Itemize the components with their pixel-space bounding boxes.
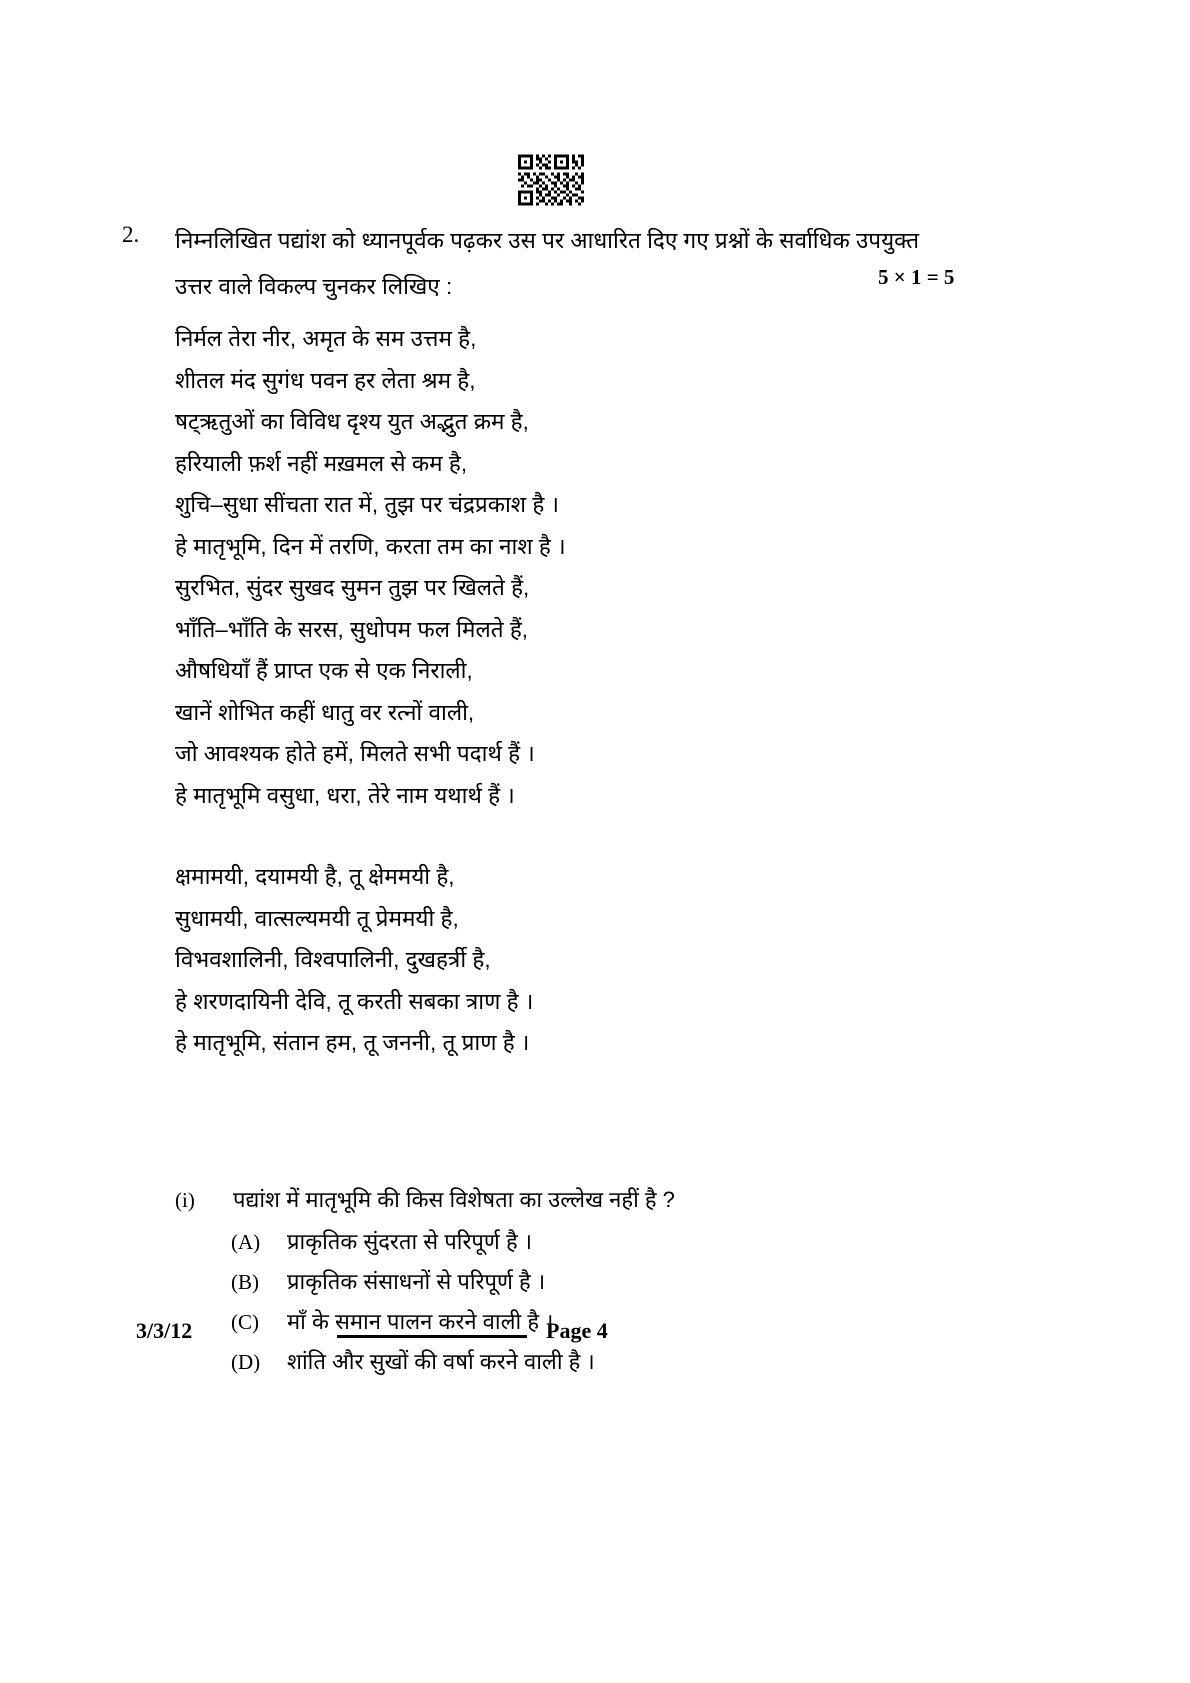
marks-allocation: 5 × 1 = 5 xyxy=(878,265,955,289)
poem-line: हे मातृभूमि, संतान हम, तू जननी, तू प्राण है । xyxy=(175,1030,530,1055)
poem-line: निर्मल तेरा नीर, अमृत के सम उत्तम है, xyxy=(175,326,477,351)
question-instruction xyxy=(175,218,945,310)
question-i-options xyxy=(175,1222,995,1382)
poem-line: जो आवश्यक होते हमें, मिलते सभी पदार्थ हैं । xyxy=(175,741,535,766)
poem-stanza-2 xyxy=(175,856,975,1064)
poem-line: शीतल मंद सुगंध पवन हर लेता श्रम है, xyxy=(175,367,476,393)
qr-code-svg xyxy=(518,154,584,206)
page-footer xyxy=(0,1318,1190,1358)
question-i-label: (i) xyxy=(175,1188,195,1212)
option-b[interactable] xyxy=(175,1262,995,1302)
option-c-text: माँ के समान पालन करने वाली है । xyxy=(287,1309,554,1334)
poem-line: सुधामयी, वात्सल्यमयी तू प्रेममयी है, xyxy=(175,905,459,931)
option-b-text: प्राकृतिक संसाधनों से परिपूर्ण है । xyxy=(287,1269,546,1294)
poem-line: खानें शोभित कहीं धातु वर रत्नों वाली, xyxy=(175,699,475,725)
footer-divider xyxy=(337,1335,527,1338)
poem-line: औषधियाँ हैं प्राप्त एक से एक निराली, xyxy=(175,658,473,683)
poem-line: शुचि–सुधा सींचता रात में, तुझ पर चंद्रप्रकाश है । xyxy=(175,492,560,517)
poem-stanza-1 xyxy=(175,318,975,816)
poem-line: सुरभित, सुंदर सुखद सुमन तुझ पर खिलते हैं, xyxy=(175,575,530,600)
poem-line: हे शरणदायिनी देवि, तू करती सबका त्राण है । xyxy=(175,988,534,1014)
poem-line: क्षमामयी, दयामयी है, तू क्षेममयी है, xyxy=(175,864,455,889)
poem-line: विभवशालिनी, विश्वपालिनी, दुखहर्त्री है, xyxy=(175,947,491,972)
poem-line: भाँति–भाँति के सरस, सुधोपम फल मिलते हैं, xyxy=(175,616,529,642)
option-c-label: (C) xyxy=(231,1310,259,1334)
question-instruction-line-1: निम्नलिखित पद्यांश को ध्यानपूर्वक पढ़कर उस पर आधारित दिए गए प्रश्नों के सर्वाधिक उपयुक्त xyxy=(175,228,920,253)
option-a-text: प्राकृतिक सुंदरता से परिपूर्ण है । xyxy=(287,1229,533,1254)
paper-code: 3/3/12 xyxy=(136,1318,193,1343)
poem-passage xyxy=(175,318,975,1064)
poem-line: हे मातृभूमि, दिन में तरणि, करता तम का नाश है । xyxy=(175,533,566,559)
question-i-text: पद्यांश में मातृभूमि की किस विशेषता का उल्लेख नहीं है ? xyxy=(233,1187,675,1212)
option-b-label: (B) xyxy=(231,1270,259,1294)
option-d-label: (D) xyxy=(231,1350,261,1374)
question-instruction-line-2: उत्तर वाले विकल्प चुनकर लिखिए : xyxy=(175,274,453,299)
question-i-row xyxy=(175,1180,995,1220)
option-a-label: (A) xyxy=(231,1230,261,1254)
qr-code-icon xyxy=(518,154,584,206)
poem-line: षट्ऋतुओं का विविध दृश्य युत अद्भुत क्रम है, xyxy=(175,409,529,434)
question-number: 2. xyxy=(122,222,140,247)
poem-line: हरियाली फ़र्श नहीं मख़मल से कम है, xyxy=(175,450,468,476)
poem-line: हे मातृभूमि वसुधा, धरा, तेरे नाम यथार्थ हैं । xyxy=(175,782,515,808)
option-d-text: शांति और सुखों की वर्षा करने वाली है । xyxy=(287,1349,595,1374)
option-a[interactable] xyxy=(175,1222,995,1262)
page-number: Page 4 xyxy=(546,1318,608,1343)
